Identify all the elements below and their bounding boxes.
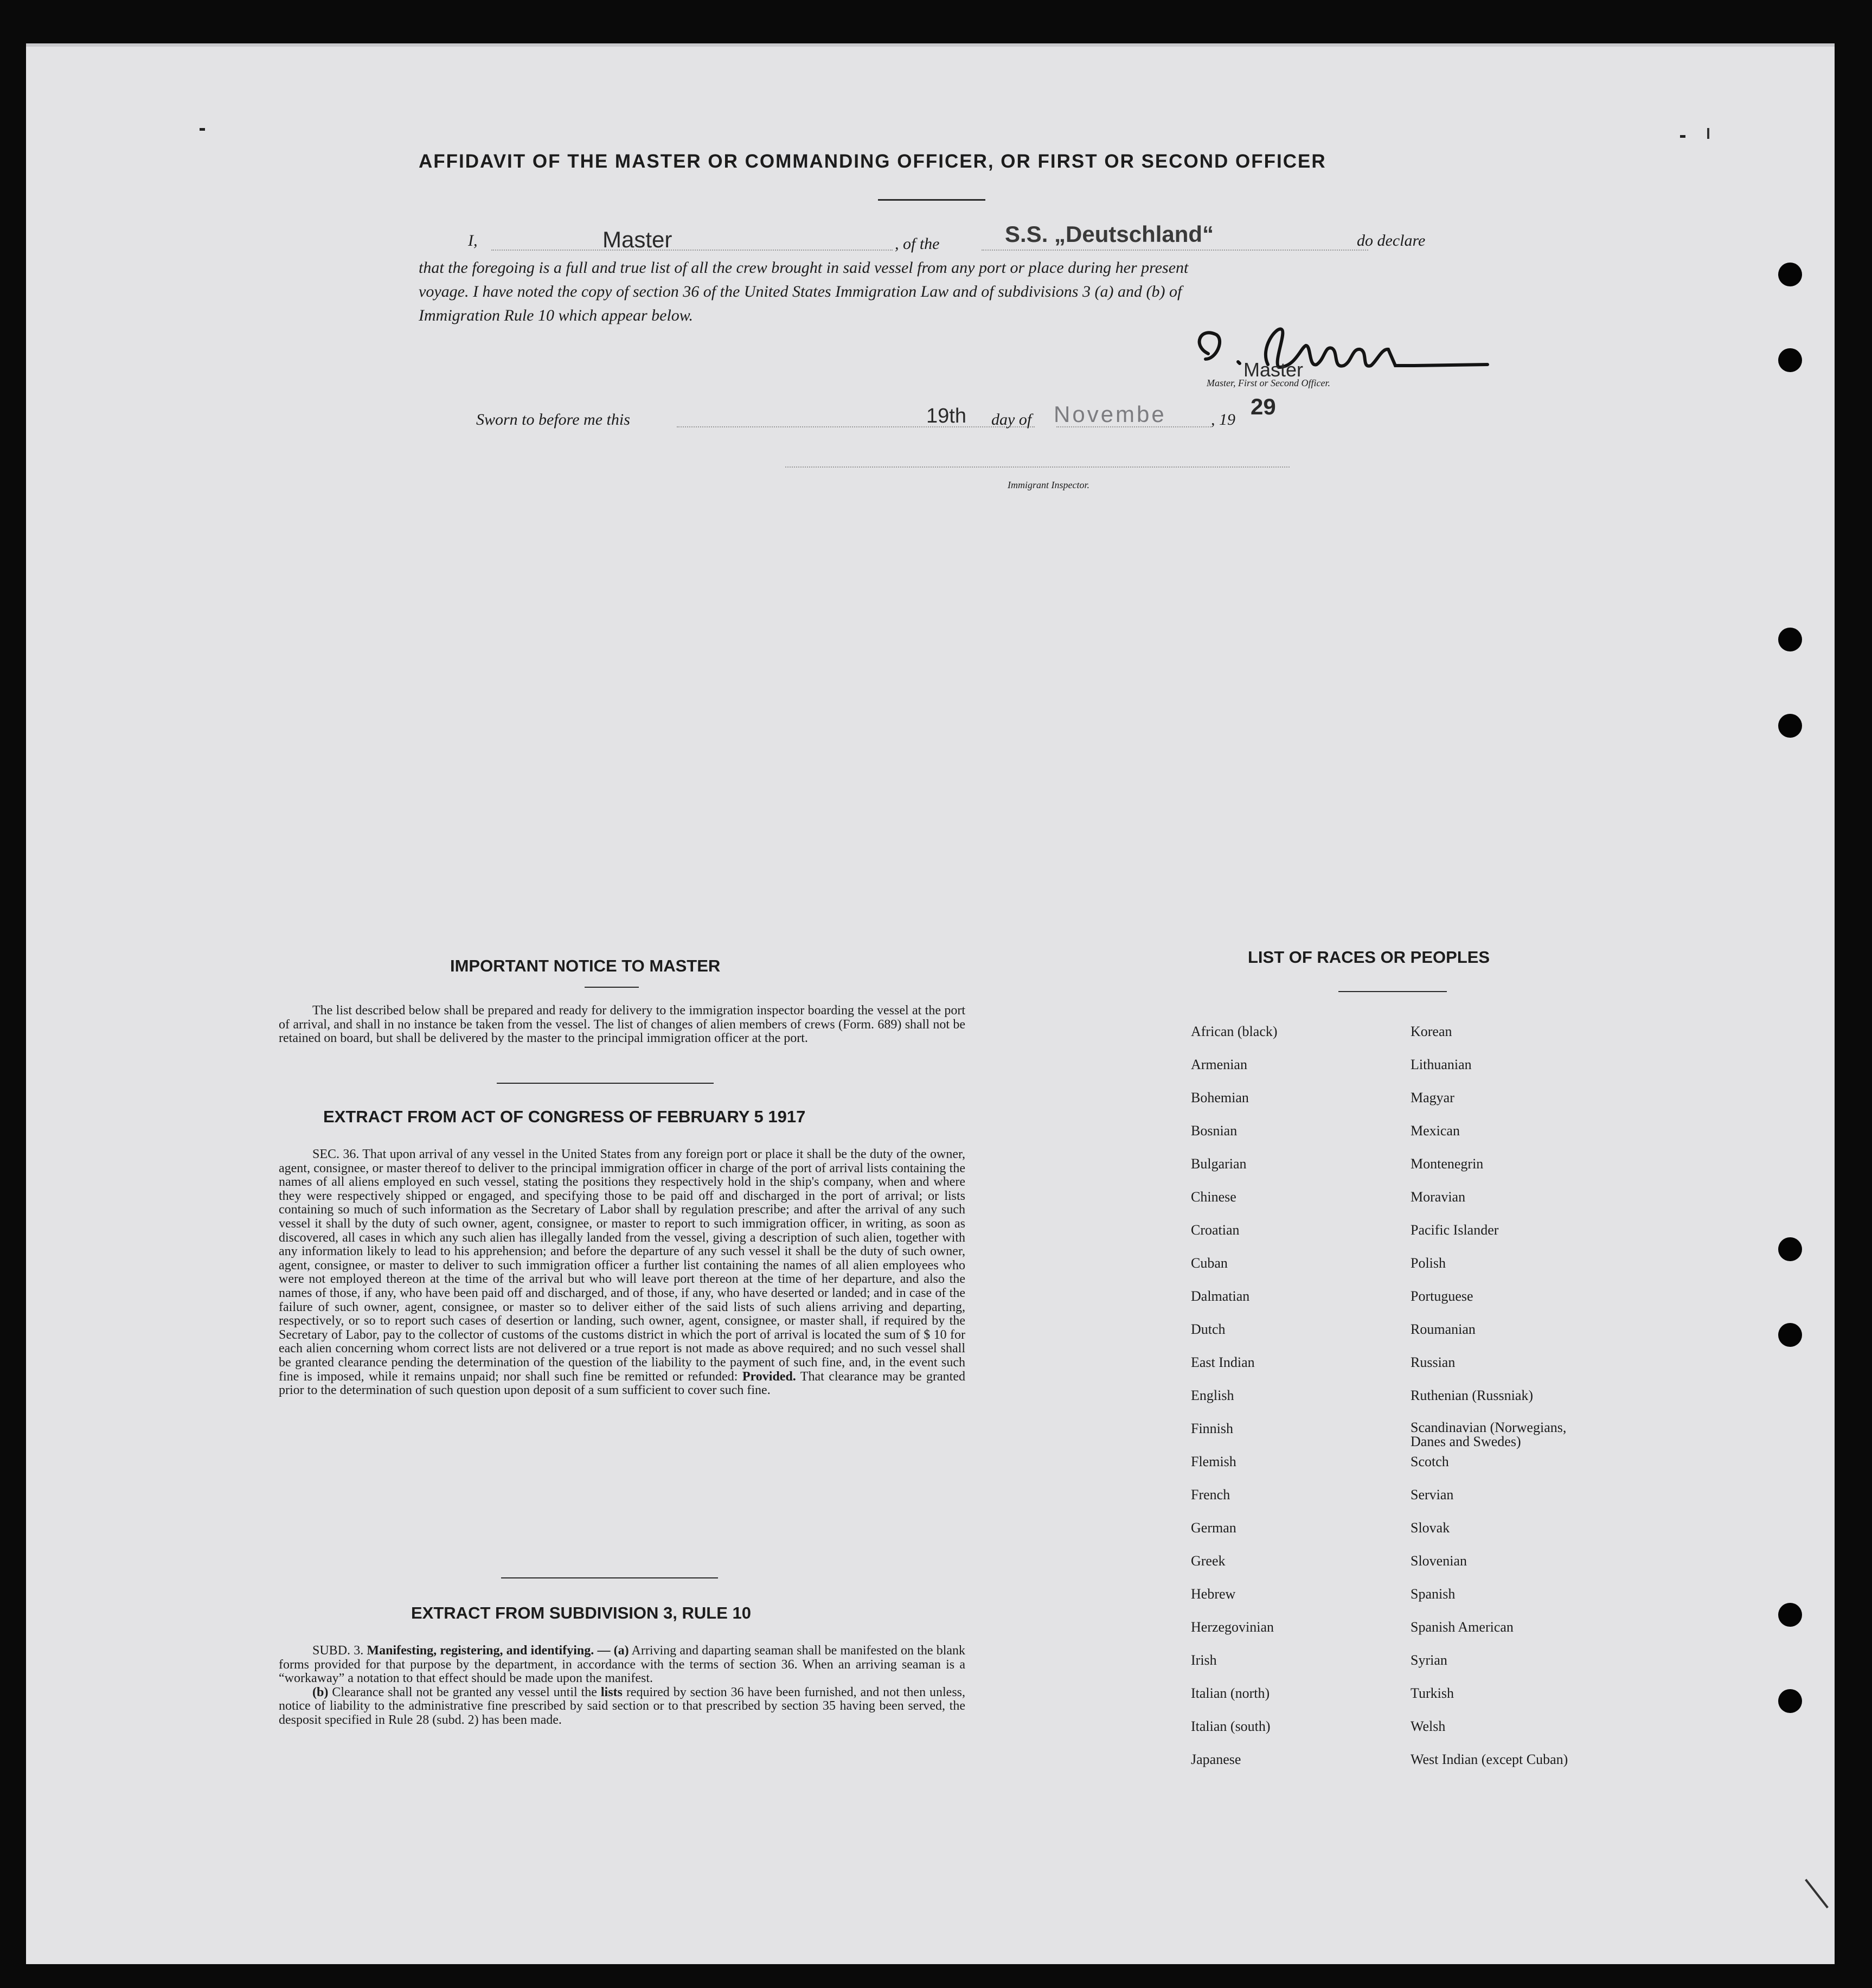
affidavit-i-label: I, xyxy=(468,232,478,250)
race-right: Turkish xyxy=(1411,1685,1454,1701)
subd-label: SUBD. 3. xyxy=(312,1644,364,1658)
race-right: Ruthenian (Russniak) xyxy=(1411,1388,1534,1403)
race-left: Dalmatian xyxy=(1191,1288,1250,1304)
race-row xyxy=(1191,1454,1568,1487)
races-underline xyxy=(1338,991,1447,992)
race-right: Pacific Islander xyxy=(1411,1222,1499,1238)
race-left: Flemish xyxy=(1191,1454,1236,1469)
of-the-label: , of the xyxy=(895,235,940,253)
subd-a-text: Arriving and daparting seaman shall be manifested on the blank forms provided for that purpose by the department, in accordance with the terms of section 36. When an arriving seaman is a “workaway” a notation to that effect should be made upon the manifest. xyxy=(279,1644,966,1686)
subd-b-text-pre: Clearance shall not be granted any vessel until the xyxy=(332,1685,597,1699)
signature-image xyxy=(1187,316,1490,386)
affidavit-line-3: voyage. I have noted the copy of section 36 of the United States Immigration Law and of subdivisions 3 (a) and (b) of xyxy=(419,283,1182,301)
scan-mark xyxy=(1805,1879,1829,1908)
notice-title: IMPORTANT NOTICE TO MASTER xyxy=(450,956,721,975)
race-left: German xyxy=(1191,1520,1236,1536)
race-row xyxy=(1191,1685,1568,1718)
vessel-stamp: S.S. „Deutschland“ xyxy=(1005,221,1214,247)
race-right: Welsh xyxy=(1411,1718,1446,1734)
race-row xyxy=(1191,1057,1568,1090)
affidavit-line-2: that the foregoing is a full and true list of all the crew brought in said vessel from any port or place during her present xyxy=(419,259,1189,277)
race-left: French xyxy=(1191,1487,1230,1503)
race-left: Greek xyxy=(1191,1553,1226,1569)
race-left: Hebrew xyxy=(1191,1586,1236,1602)
race-left: Armenian xyxy=(1191,1057,1247,1072)
races-table xyxy=(1191,1024,1568,1785)
race-right: Korean xyxy=(1411,1024,1452,1039)
punch-hole xyxy=(1778,1603,1802,1627)
day-value: 19th xyxy=(926,405,966,427)
scan-speck xyxy=(1680,135,1685,138)
race-row xyxy=(1191,1652,1568,1685)
extract-act-text-post: That clearance may be granted prior to the determination of such question upon deposit of a sum sufficient to cover such fine. xyxy=(279,1369,965,1398)
race-right: West Indian (except Cuban) xyxy=(1411,1752,1568,1767)
extract-rule-text xyxy=(279,1644,965,1728)
race-right: Slovenian xyxy=(1411,1553,1467,1569)
race-left: Chinese xyxy=(1191,1189,1236,1205)
race-row xyxy=(1191,1024,1568,1057)
race-right: Portuguese xyxy=(1411,1288,1473,1304)
race-row xyxy=(1191,1123,1568,1156)
race-row xyxy=(1191,1553,1568,1586)
day-of-label: day of xyxy=(991,411,1032,429)
race-left: Bohemian xyxy=(1191,1090,1249,1105)
race-row xyxy=(1191,1718,1568,1752)
month-value: Novembe xyxy=(1054,401,1166,427)
race-row xyxy=(1191,1354,1568,1388)
punch-hole xyxy=(1778,348,1802,372)
race-row xyxy=(1191,1586,1568,1619)
race-right: Polish xyxy=(1411,1255,1446,1271)
race-right: Scotch xyxy=(1411,1454,1449,1469)
extract-act-text-pre: SEC. 36. That upon arrival of any vessel in the United States from any foreign port or place it shall be the duty of the owner, agent, consignee, or master thereof to deliver to the principal immigration officer in charge of the port of arrival lists containing the names of all aliens employed en such vessel, stating the positions they respectively hold in the ship's company, when and where they were respectively shipped or engaged, and specifying those to be paid off and discharged in the port of arrival; or lists containing so much of such information as the Secretary of Labor shall by regulation prescribe; and after the arrival of any such vessel it shall by the duty of such owner, agent, consignee, or master to report to such immigration officer, in writing, as soon as discovered, all cases in which any such alien has illegally landed from the vessel, giving a description of such alien, together with any information likely to lead to his apprehension; and before the departure of any such vessel it shall be the duty of such owner, agent, consignee, or master to deliver to such immigration officer a further list containing the names of all alien employees who were not employed thereon at the time of the arrival but who will leave port thereon at the time of her departure, and also the names of those, if any, who have been paid off and discharged, and of those, if any, who have deserted or landed; and in case of the failure of such owner, agent, consignee, or master so to deliver either of the said lists of such aliens arriving and departing, respectively, or so to report such cases of desertion or landing, such owner, agent, consignee, or master shall, if required by the Secretary of Labor, pay to the collector of customs of the customs district in which the port of arrival is located the sum of $ 10 for each alien concerning whom correct lists are not delivered or a true report is not made as above required; and no such vessel shall be granted clearance pending the determination of the question of the liability to the payment of such fine, and, in the event such fine is imposed, while it remains unpaid; nor shall such fine be remitted or refunded: xyxy=(279,1147,965,1384)
subd-b-label: (b) xyxy=(312,1685,329,1699)
title-underline xyxy=(878,199,985,201)
punch-hole xyxy=(1778,714,1802,738)
race-left: Finnish xyxy=(1191,1421,1234,1436)
race-left: African (black) xyxy=(1191,1024,1278,1039)
race-left: Cuban xyxy=(1191,1255,1228,1271)
inspector-blank xyxy=(785,466,1290,468)
race-row xyxy=(1191,1388,1568,1421)
race-row xyxy=(1191,1421,1568,1454)
race-left: Bulgarian xyxy=(1191,1156,1247,1172)
subd-b-text-post: required by section 36 have been furnished, and not then unless, notice of liability to the administrative fine prescribed by said section or to that prescribed by section 35 having been served, the desposit specified in Rule 28 (subd. 2) has been made. xyxy=(279,1685,966,1727)
race-right: Moravian xyxy=(1411,1189,1466,1205)
subd-a-label: — (a) xyxy=(597,1644,629,1658)
punch-hole xyxy=(1778,263,1802,286)
race-row xyxy=(1191,1189,1568,1222)
race-right: Slovak xyxy=(1411,1520,1450,1536)
race-right: Spanish xyxy=(1411,1586,1456,1602)
extract-rule-title: EXTRACT FROM SUBDIVISION 3, RULE 10 xyxy=(411,1603,751,1622)
races-table-body xyxy=(1191,1024,1568,1785)
do-declare-label: do declare xyxy=(1357,232,1426,250)
race-left: English xyxy=(1191,1388,1234,1403)
affidavit-title: AFFIDAVIT OF THE MASTER OR COMMANDING OFFICER, OR FIRST OR SECOND OFFICER xyxy=(419,151,1326,172)
race-right: Montenegrin xyxy=(1411,1156,1484,1172)
race-right: Mexican xyxy=(1411,1123,1460,1139)
race-row xyxy=(1191,1752,1568,1785)
race-row xyxy=(1191,1619,1568,1652)
year-prefix: , 19 xyxy=(1211,411,1235,429)
signature-stamp: Master xyxy=(1243,359,1304,381)
name-value: Master xyxy=(602,227,672,252)
scan-speck xyxy=(200,128,205,131)
race-right: Spanish American xyxy=(1411,1619,1514,1635)
race-left: Herzegovinian xyxy=(1191,1619,1274,1635)
notice-text: The list described below shall be prepared and ready for delivery to the immigration inspector boarding the vessel at the port of arrival, and shall in no instance be taken from the vessel. The list of changes of alien members of crews (Form. 689) shall not be retained on board, but shall be delivered by the master to the principal immigration officer at the port. xyxy=(279,1003,965,1046)
race-right: Russian xyxy=(1411,1354,1456,1370)
race-left: Italian (south) xyxy=(1191,1718,1271,1734)
year-value: 29 xyxy=(1251,394,1276,419)
race-row xyxy=(1191,1520,1568,1553)
affidavit-line-4: Immigration Rule 10 which appear below. xyxy=(419,306,694,324)
race-left: Italian (north) xyxy=(1191,1685,1270,1701)
notice-divider xyxy=(497,1083,714,1084)
race-row xyxy=(1191,1288,1568,1321)
race-row xyxy=(1191,1156,1568,1189)
notice-underline xyxy=(585,987,639,988)
race-right: Magyar xyxy=(1411,1090,1454,1105)
races-title: LIST OF RACES OR PEOPLES xyxy=(1248,948,1490,967)
extract-act-text xyxy=(279,1148,965,1398)
race-row xyxy=(1191,1487,1568,1520)
punch-hole xyxy=(1778,1237,1802,1261)
race-left: Japanese xyxy=(1191,1752,1241,1767)
race-row xyxy=(1191,1090,1568,1123)
punch-hole xyxy=(1778,628,1802,651)
race-left: Irish xyxy=(1191,1652,1217,1668)
punch-hole xyxy=(1778,1689,1802,1713)
name-blank xyxy=(491,250,893,251)
subd-b-paragraph xyxy=(279,1686,965,1728)
race-left: Croatian xyxy=(1191,1222,1240,1238)
race-left: East Indian xyxy=(1191,1354,1255,1370)
scan-speck xyxy=(1707,128,1709,139)
race-left: Dutch xyxy=(1191,1321,1226,1337)
race-right: Scandinavian (Norwegians, Danes and Swedes) xyxy=(1411,1420,1567,1449)
subd-b-lists: lists xyxy=(600,1685,623,1699)
race-right: Lithuanian xyxy=(1411,1057,1472,1072)
race-row xyxy=(1191,1255,1568,1288)
vessel-blank xyxy=(982,250,1368,251)
sworn-blank xyxy=(677,426,1035,427)
subd-a-paragraph xyxy=(279,1644,965,1686)
race-row xyxy=(1191,1222,1568,1255)
signature-caption: Master, First or Second Officer. xyxy=(1207,378,1330,388)
provided-word: Provided. xyxy=(742,1369,796,1384)
inspector-caption: Immigrant Inspector. xyxy=(1008,480,1089,490)
extract-act-title: EXTRACT FROM ACT OF CONGRESS OF FEBRUARY 5 1917 xyxy=(323,1107,806,1126)
subd-heading: Manifesting, registering, and identifying. xyxy=(367,1644,594,1658)
race-right: Servian xyxy=(1411,1487,1454,1503)
extract-act-divider xyxy=(501,1577,718,1578)
race-left: Bosnian xyxy=(1191,1123,1238,1139)
race-row xyxy=(1191,1321,1568,1354)
race-right: Roumanian xyxy=(1411,1321,1476,1337)
punch-hole xyxy=(1778,1323,1802,1347)
race-right: Syrian xyxy=(1411,1652,1447,1668)
document-sheet xyxy=(26,43,1835,1964)
sworn-label: Sworn to before me this xyxy=(476,411,630,429)
